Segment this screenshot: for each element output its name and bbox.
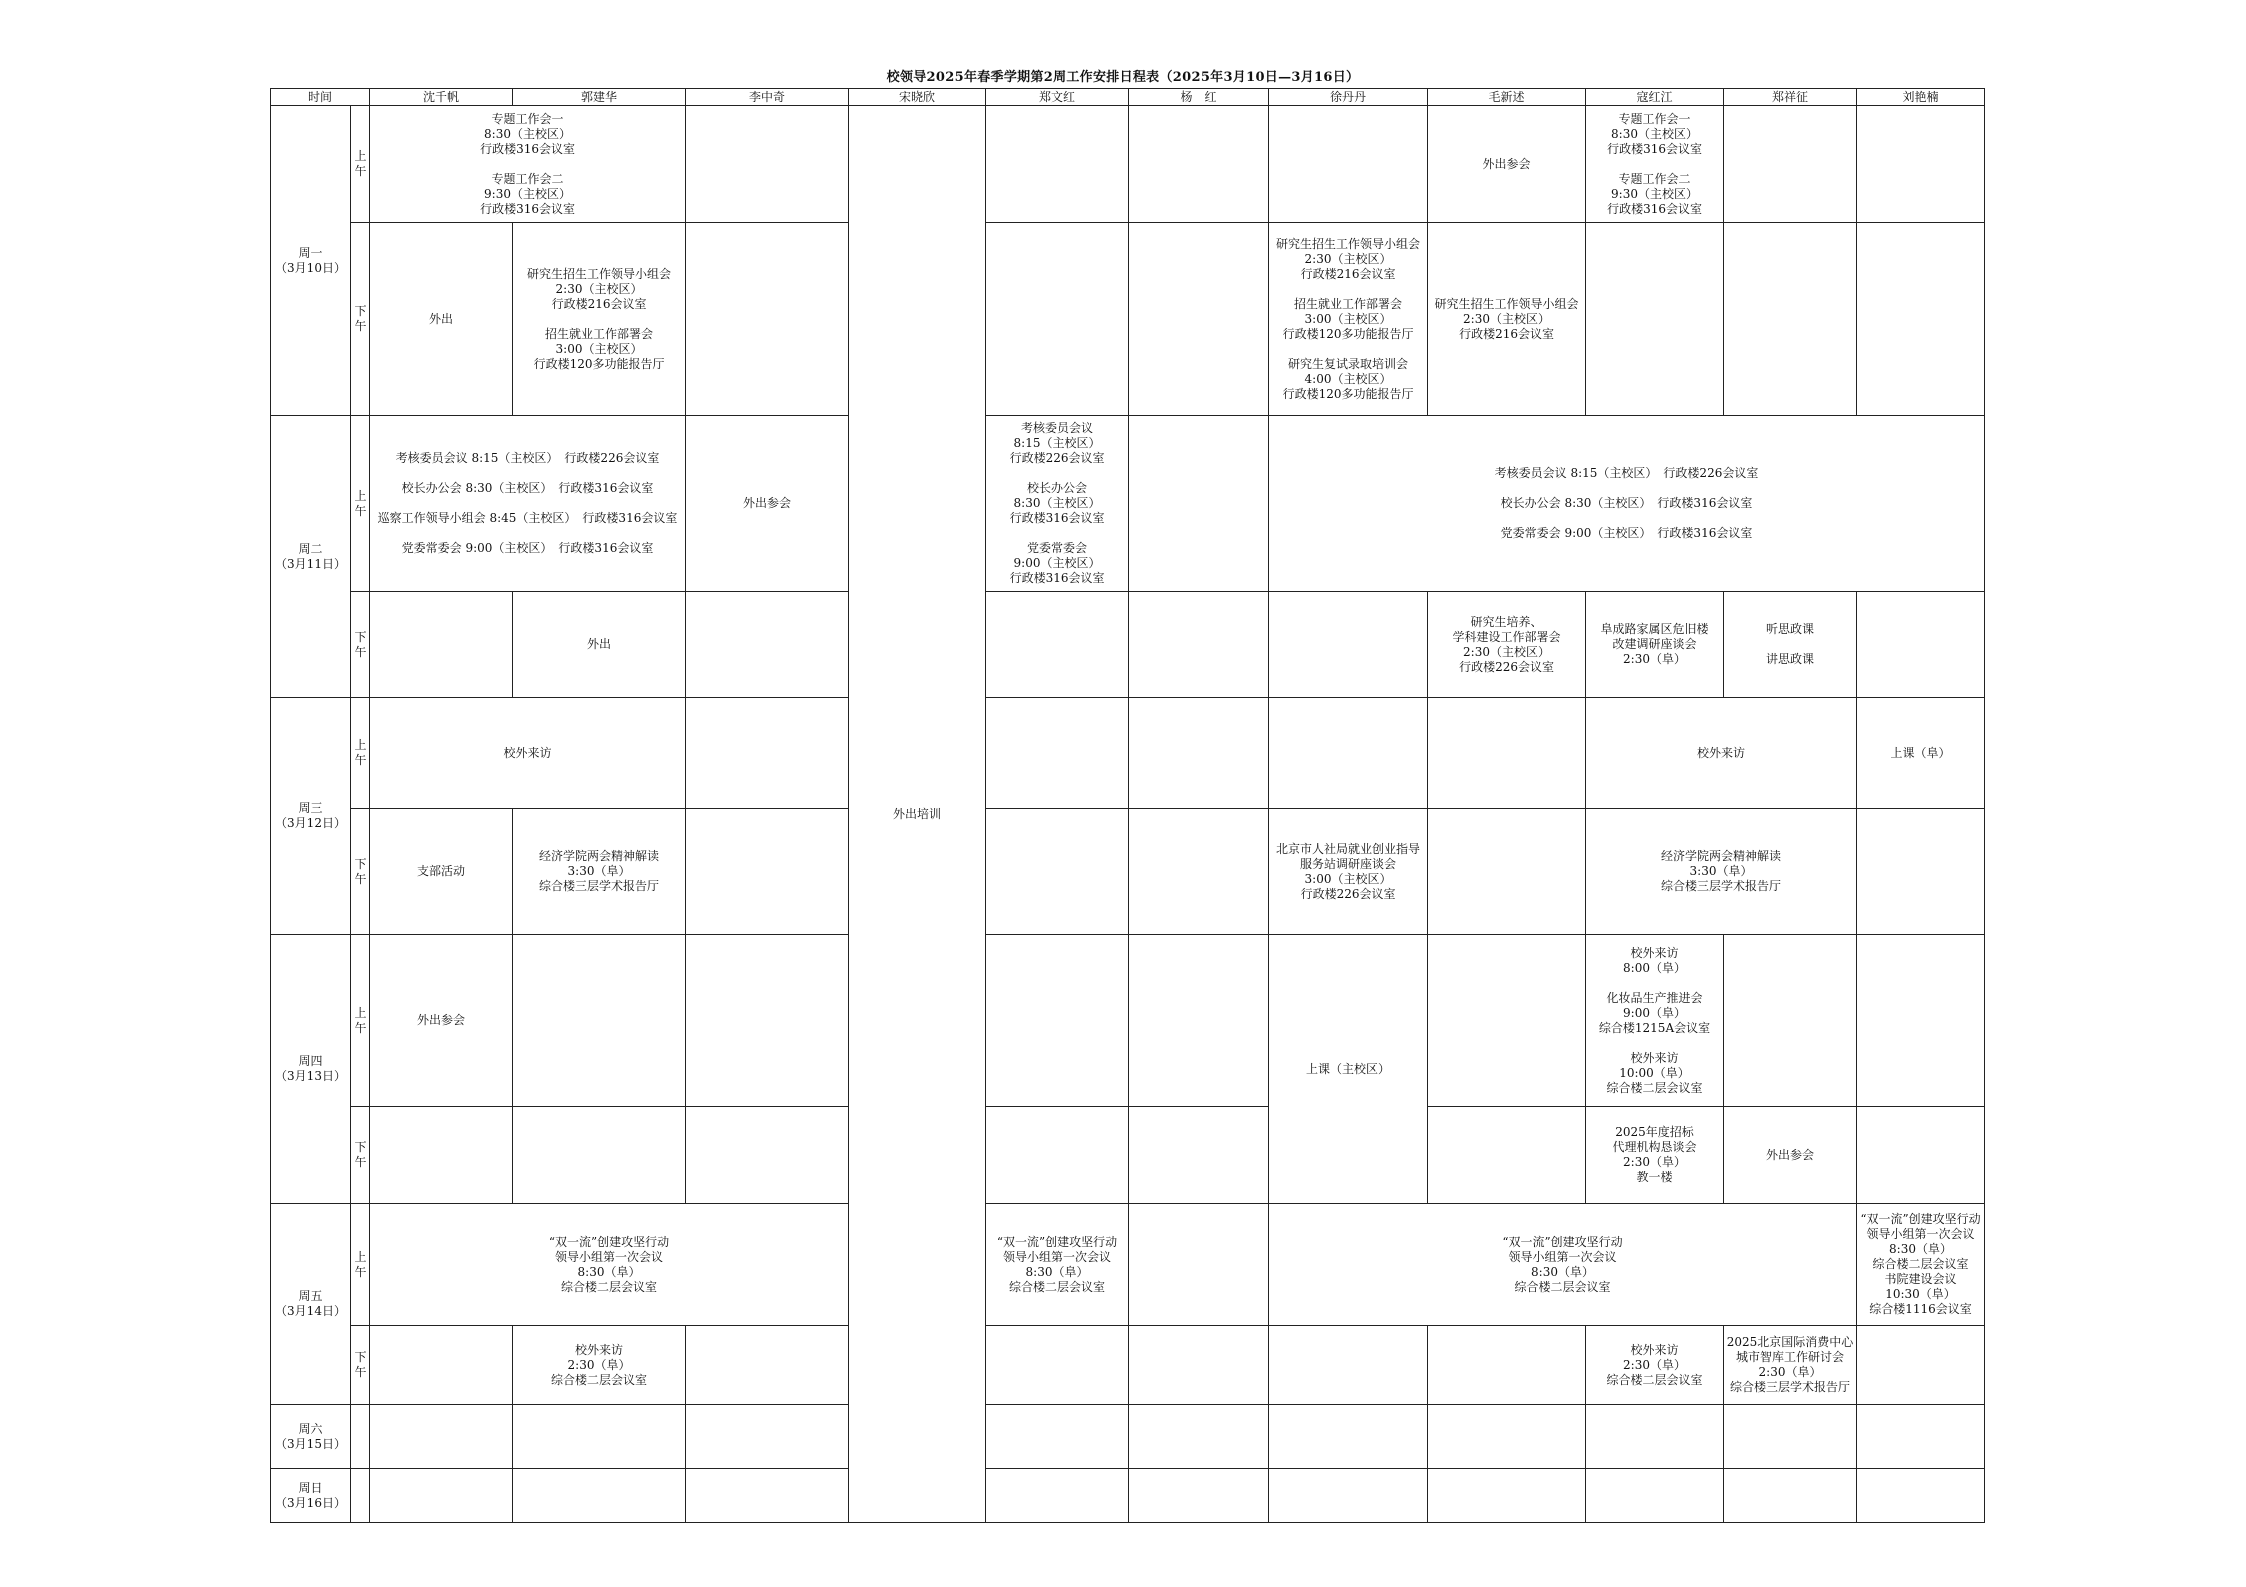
entry-line: 3:30（阜） (1689, 864, 1753, 878)
schedule-cell (986, 1204, 1129, 1326)
entry-line: 校外来访 (503, 745, 552, 760)
entry-line: 考核委员会议 8:15（主校区） 行政楼226会议室 (1494, 466, 1759, 480)
header-person: 郭建华 (513, 89, 686, 106)
line-gap (515, 312, 683, 327)
schedule-cell (1269, 809, 1428, 935)
empty-cell (1428, 935, 1586, 1107)
schedule-cell (370, 698, 686, 809)
empty-cell (1428, 1326, 1586, 1405)
schedule-cell (1724, 1107, 1857, 1204)
entry-line: 8:00（阜） (1623, 960, 1686, 975)
empty-cell (686, 1326, 849, 1405)
entry-line: 招生就业工作部署会 (1294, 296, 1403, 311)
entry-line: 经济学院两会精神解读 (539, 849, 660, 863)
entry-line: 代理机构恳谈会 (1612, 1140, 1697, 1154)
schedule-cell (1428, 106, 1586, 223)
entry-line: 专题工作会二 (1618, 171, 1691, 186)
entry-line: 党委常委会 (1027, 541, 1088, 555)
entry-line: 专题工作会二 (491, 171, 564, 186)
entry-line: 综合楼二层会议室 (1009, 1279, 1106, 1294)
empty-cell (1857, 592, 1985, 698)
entry-line: 8:30（阜） (577, 1264, 641, 1279)
entry-line: 3:00（主校区） (1304, 311, 1392, 326)
entry-line: 城市智库工作研讨会 (1736, 1350, 1845, 1364)
entry-line: 行政楼226会议室 (1459, 659, 1554, 674)
entry-line: 综合楼二层会议室 (561, 1279, 658, 1294)
entry-line: 8:30（主校区） (1013, 496, 1101, 510)
schedule-table (270, 88, 1985, 1523)
empty-cell (986, 223, 1129, 416)
schedule-cell (513, 1326, 686, 1405)
schedule-cell (849, 106, 986, 1523)
schedule-cell (1586, 592, 1724, 698)
empty-cell (1586, 1405, 1724, 1469)
empty-cell (1269, 698, 1428, 809)
entry-line: 行政楼120多功能报告厅 (1282, 386, 1414, 401)
empty-cell (1129, 1326, 1269, 1405)
empty-cell (686, 809, 849, 935)
entry-line: 外出培训 (893, 806, 942, 821)
am-label: 上午 (351, 416, 370, 592)
mon-am-row (271, 106, 1985, 223)
entry-line: 行政楼316会议室 (480, 141, 575, 156)
schedule-cell (1586, 935, 1724, 1107)
line-gap (1588, 1036, 1721, 1051)
entry-line: 行政楼226会议室 (1300, 886, 1396, 901)
entry-line: 校长办公会 8:30（主校区） 行政楼316会议室 (1500, 496, 1753, 510)
empty-cell (513, 1469, 686, 1523)
empty-cell (1269, 106, 1428, 223)
empty-cell (686, 106, 849, 223)
entry-line: 10:30（阜） (1885, 1287, 1956, 1301)
schedule-cell (370, 809, 513, 935)
empty-cell (1129, 1405, 1269, 1469)
entry-line: 支部活动 (417, 864, 466, 878)
entry-line: 阜成路家属区危旧楼 (1600, 622, 1709, 636)
tue-pm-row (271, 592, 1985, 698)
entry-line: 专题工作会一 (491, 111, 564, 126)
fri-pm-row (271, 1326, 1985, 1405)
empty-cell (1857, 935, 1985, 1107)
header-person: 杨 红 (1129, 89, 1269, 106)
entry-line: “双一流”创建攻坚行动 (1860, 1212, 1981, 1226)
header-row (271, 89, 1985, 106)
header-person: 宋晓欣 (849, 89, 986, 106)
entry-line: 行政楼316会议室 (480, 201, 575, 216)
entry-line: 行政楼316会议室 (1009, 511, 1105, 525)
empty-cell (1269, 592, 1428, 698)
empty-cell (1428, 698, 1586, 809)
header-person: 刘艳楠 (1857, 89, 1985, 106)
header-person: 郑祥征 (1724, 89, 1857, 106)
entry-line: 外出参会 (743, 496, 792, 510)
entry-line: 2:30（阜） (1623, 1155, 1686, 1169)
am-label: 上午 (351, 698, 370, 809)
header-person: 郑文红 (986, 89, 1129, 106)
entry-line: 领导小组第一次会议 (1003, 1249, 1112, 1264)
day-label: 周一 （3月10日） (271, 106, 351, 416)
entry-line: 综合楼二层会议室 (1514, 1279, 1611, 1294)
entry-line: 2:30（阜） (1623, 1357, 1686, 1372)
empty-cell (1428, 1469, 1586, 1523)
header-time: 时间 (271, 89, 370, 106)
schedule-cell (1724, 592, 1857, 698)
fri-am-row (271, 1204, 1985, 1326)
entry-line: 书院建设会议 (1884, 1272, 1957, 1286)
entry-line: 行政楼216会议室 (1300, 266, 1396, 281)
empty-cell (1857, 223, 1985, 416)
sat-row (271, 1405, 1985, 1469)
entry-line: 行政楼120多功能报告厅 (1282, 326, 1414, 341)
empty-cell (351, 1469, 370, 1523)
schedule-cell (370, 416, 686, 592)
entry-line: 2:30（主校区） (555, 281, 643, 296)
header-person: 沈千帆 (370, 89, 513, 106)
empty-cell (686, 223, 849, 416)
empty-cell (1857, 1107, 1985, 1204)
tue-am-row (271, 416, 1985, 592)
schedule-cell (1269, 223, 1428, 416)
line-gap (988, 466, 1126, 481)
entry-line: 党委常委会 9:00（主校区） 行政楼316会议室 (1500, 526, 1753, 540)
entry-line: 9:00（阜） (1623, 1005, 1686, 1020)
schedule-cell (370, 106, 686, 223)
entry-line: 北京市人社局就业创业指导 (1276, 841, 1421, 856)
entry-line: 9:00（主校区） (1013, 556, 1101, 570)
am-label: 上午 (351, 106, 370, 223)
entry-line: 9:30（主校区） (484, 186, 571, 201)
line-gap (372, 157, 683, 172)
empty-cell (1724, 1405, 1857, 1469)
header-person: 寇红江 (1586, 89, 1724, 106)
pm-label: 下午 (351, 223, 370, 416)
entry-line: 行政楼316会议室 (1009, 571, 1105, 585)
schedule-cell (986, 416, 1129, 592)
entry-line: 2:30（阜） (1758, 1365, 1822, 1379)
empty-cell (1269, 1326, 1428, 1405)
empty-cell (351, 1405, 370, 1469)
entry-line: 领导小组第一次会议 (1866, 1227, 1975, 1241)
schedule-cell (1586, 1107, 1724, 1204)
entry-line: “双一流”创建攻坚行动 (548, 1234, 670, 1249)
entry-line: 综合楼二层会议室 (1606, 1080, 1703, 1095)
schedule-cell (686, 416, 849, 592)
pm-label: 下午 (351, 809, 370, 935)
thu-pm-row (271, 1107, 1985, 1204)
schedule-cell (1269, 416, 1985, 592)
empty-cell (986, 698, 1129, 809)
entry-line: 综合楼1215A会议室 (1598, 1020, 1711, 1035)
schedule-cell (1586, 1326, 1724, 1405)
entry-line: 8:30（阜） (1531, 1264, 1594, 1279)
entry-line: 9:30（主校区） (1611, 186, 1698, 201)
empty-cell (986, 106, 1129, 223)
empty-cell (1724, 223, 1857, 416)
empty-cell (370, 592, 513, 698)
entry-line: “双一流”创建攻坚行动 (996, 1234, 1118, 1249)
entry-line: 10:00（阜） (1619, 1065, 1690, 1080)
empty-cell (1129, 1469, 1269, 1523)
line-gap (1588, 157, 1721, 172)
entry-line: 行政楼216会议室 (1459, 326, 1554, 341)
entry-line: 考核委员会议 8:15（主校区） 行政楼226会议室 (395, 451, 660, 465)
entry-line: 2:30（主校区） (1463, 644, 1550, 659)
empty-cell (686, 1107, 849, 1204)
entry-line: 外出参会 (1482, 156, 1531, 171)
entry-line: 8:15（主校区） (1013, 436, 1101, 450)
empty-cell (986, 935, 1129, 1107)
pm-label: 下午 (351, 592, 370, 698)
schedule-cell (1269, 1204, 1857, 1326)
empty-cell (1428, 1107, 1586, 1204)
header-person: 徐丹丹 (1269, 89, 1428, 106)
empty-cell (1857, 1326, 1985, 1405)
day-label: 周五 （3月14日） (271, 1204, 351, 1405)
line-gap (1726, 637, 1854, 652)
entry-line: 校外来访 (1697, 745, 1746, 760)
entry-line: 上课（阜） (1890, 745, 1951, 760)
entry-line: 校外来访 (1630, 1050, 1679, 1065)
entry-line: 校长办公会 (1027, 481, 1088, 495)
empty-cell (986, 1326, 1129, 1405)
schedule-cell (370, 1204, 849, 1326)
empty-cell (986, 1469, 1129, 1523)
schedule-cell (1428, 223, 1586, 416)
empty-cell (370, 1469, 513, 1523)
empty-cell (1724, 935, 1857, 1107)
empty-cell (370, 1405, 513, 1469)
entry-line: 行政楼226会议室 (1009, 451, 1105, 465)
day-label: 周二 （3月11日） (271, 416, 351, 698)
empty-cell (1129, 592, 1269, 698)
empty-cell (1857, 1405, 1985, 1469)
entry-line: 8:30（主校区） (1611, 126, 1698, 141)
schedule-cell (513, 592, 686, 698)
entry-line: 2:30（阜） (567, 1357, 631, 1372)
entry-line: 经济学院两会精神解读 (1661, 849, 1782, 863)
entry-line: 行政楼316会议室 (1607, 201, 1702, 216)
empty-cell (986, 592, 1129, 698)
entry-line: 综合楼二层会议室 (551, 1372, 648, 1387)
entry-line: 研究生复试录取培训会 (1288, 356, 1409, 371)
empty-cell (513, 935, 686, 1107)
empty-cell (1428, 809, 1586, 935)
entry-line: 3:00（主校区） (1304, 871, 1392, 886)
pm-label: 下午 (351, 1326, 370, 1405)
empty-cell (686, 935, 849, 1107)
entry-line: 3:30（阜） (567, 864, 631, 878)
line-gap (1271, 511, 1982, 526)
entry-line: 领导小组第一次会议 (1508, 1249, 1617, 1264)
empty-cell (1428, 1405, 1586, 1469)
empty-cell (1269, 1469, 1428, 1523)
empty-cell (1724, 1469, 1857, 1523)
wed-pm-row (271, 809, 1985, 935)
entry-line: 研究生招生工作领导小组会 (527, 266, 672, 281)
empty-cell (370, 1107, 513, 1204)
empty-cell (1857, 809, 1985, 935)
thu-am-row (271, 935, 1985, 1107)
empty-cell (686, 592, 849, 698)
entry-line: 8:30（阜） (1889, 1242, 1952, 1256)
empty-cell (513, 1405, 686, 1469)
empty-cell (1129, 106, 1269, 223)
entry-line: 2:30（阜） (1623, 652, 1686, 666)
entry-line: 讲思政课 (1766, 652, 1815, 666)
entry-line: “双一流”创建攻坚行动 (1502, 1234, 1623, 1249)
entry-line: 综合楼二层会议室 (1606, 1372, 1703, 1387)
empty-cell (1129, 416, 1269, 592)
line-gap (1588, 976, 1721, 991)
day-label: 周三 （3月12日） (271, 698, 351, 935)
entry-line: 校外来访 (1630, 945, 1679, 960)
entry-line: 考核委员会议 (1021, 421, 1094, 435)
empty-cell (1269, 1405, 1428, 1469)
entry-line: 行政楼120多功能报告厅 (533, 356, 665, 371)
entry-line: 行政楼316会议室 (1607, 141, 1702, 156)
entry-line: 听思政课 (1766, 622, 1815, 636)
empty-cell (986, 809, 1129, 935)
day-label: 周四 （3月13日） (271, 935, 351, 1204)
entry-line: 8:30（阜） (1025, 1264, 1089, 1279)
schedule-cell (1428, 592, 1586, 698)
am-label: 上午 (351, 1204, 370, 1326)
entry-line: 研究生招生工作领导小组会 (1434, 296, 1579, 311)
empty-cell (686, 1469, 849, 1523)
entry-line: 化妆品生产推进会 (1606, 990, 1703, 1005)
entry-line: 外出 (587, 637, 612, 651)
schedule-cell (1586, 106, 1724, 223)
schedule-cell (513, 809, 686, 935)
entry-line: 综合楼三层学术报告厅 (1730, 1380, 1851, 1394)
header-person: 毛新述 (1428, 89, 1586, 106)
line-gap (1271, 481, 1982, 496)
line-gap (1271, 282, 1425, 297)
schedule-cell (1857, 1204, 1985, 1326)
wed-am-row (271, 698, 1985, 809)
line-gap (1271, 342, 1425, 357)
entry-line: 学科建设工作部署会 (1452, 629, 1561, 644)
line-gap (988, 526, 1126, 541)
line-gap (372, 466, 683, 481)
empty-cell (1129, 223, 1269, 416)
entry-line: 上课（主校区） (1306, 1061, 1391, 1076)
entry-line: 综合楼二层会议室 (1872, 1257, 1969, 1271)
empty-cell (1129, 1107, 1269, 1204)
entry-line: 招生就业工作部署会 (545, 326, 654, 341)
entry-line: 4:00（主校区） (1304, 371, 1392, 386)
empty-cell (1586, 223, 1724, 416)
schedule-cell (370, 935, 513, 1107)
empty-cell (1586, 1469, 1724, 1523)
entry-line: 服务站调研座谈会 (1300, 856, 1397, 871)
empty-cell (986, 1107, 1129, 1204)
schedule-cell (370, 223, 513, 416)
empty-cell (1129, 698, 1269, 809)
entry-line: 2025北京国际消费中心 (1726, 1335, 1854, 1349)
empty-cell (1857, 106, 1985, 223)
empty-cell (1129, 1204, 1269, 1326)
entry-line: 教一楼 (1636, 1170, 1673, 1184)
schedule-cell (513, 223, 686, 416)
entry-line: 研究生招生工作领导小组会 (1276, 236, 1421, 251)
am-label: 上午 (351, 935, 370, 1107)
entry-line: 2025年度招标 (1615, 1125, 1694, 1139)
entry-line: 行政楼216会议室 (551, 296, 647, 311)
entry-line: 综合楼1116会议室 (1869, 1302, 1972, 1316)
empty-cell (1724, 106, 1857, 223)
empty-cell (686, 698, 849, 809)
entry-line: 8:30（主校区） (484, 126, 571, 141)
empty-cell (1129, 809, 1269, 935)
line-gap (372, 526, 683, 541)
entry-line: 专题工作会一 (1618, 111, 1691, 126)
schedule-cell (1269, 935, 1428, 1204)
entry-line: 领导小组第一次会议 (555, 1249, 664, 1264)
entry-line: 研究生培养、 (1470, 614, 1543, 629)
entry-line: 3:00（主校区） (555, 341, 643, 356)
mon-pm-row (271, 223, 1985, 416)
day-label: 周日 （3月16日） (271, 1469, 351, 1523)
schedule-cell (1857, 698, 1985, 809)
schedule-cell (1586, 698, 1857, 809)
entry-line: 校外来访 (575, 1342, 624, 1357)
entry-line: 外出参会 (1766, 1147, 1815, 1162)
day-label: 周六 （3月15日） (271, 1405, 351, 1469)
entry-line: 改建调研座谈会 (1612, 637, 1697, 651)
empty-cell (1857, 1469, 1985, 1523)
line-gap (372, 496, 683, 511)
entry-line: 校外来访 (1630, 1342, 1679, 1357)
entry-line: 外出参会 (417, 1013, 466, 1027)
entry-line: 外出 (429, 311, 454, 326)
schedule-cell (1586, 809, 1857, 935)
entry-line: 综合楼三层学术报告厅 (1661, 879, 1782, 893)
empty-cell (513, 1107, 686, 1204)
empty-cell (1129, 935, 1269, 1107)
entry-line: 综合楼三层学术报告厅 (539, 879, 660, 893)
pm-label: 下午 (351, 1107, 370, 1204)
empty-cell (686, 1405, 849, 1469)
empty-cell (370, 1326, 513, 1405)
schedule-cell (1724, 1326, 1857, 1405)
sun-row (271, 1469, 1985, 1523)
empty-cell (986, 1405, 1129, 1469)
entry-line: 校长办公会 8:30（主校区） 行政楼316会议室 (401, 481, 654, 495)
entry-line: 2:30（主校区） (1304, 251, 1392, 266)
entry-line: 巡察工作领导小组会 8:45（主校区） 行政楼316会议室 (377, 511, 678, 525)
header-person: 李中奇 (686, 89, 849, 106)
entry-line: 2:30（主校区） (1463, 311, 1550, 326)
schedule-title: 校领导2025年春季学期第2周工作安排日程表（2025年3月10日—3月16日） (886, 70, 1360, 85)
entry-line: 党委常委会 9:00（主校区） 行政楼316会议室 (401, 541, 654, 555)
